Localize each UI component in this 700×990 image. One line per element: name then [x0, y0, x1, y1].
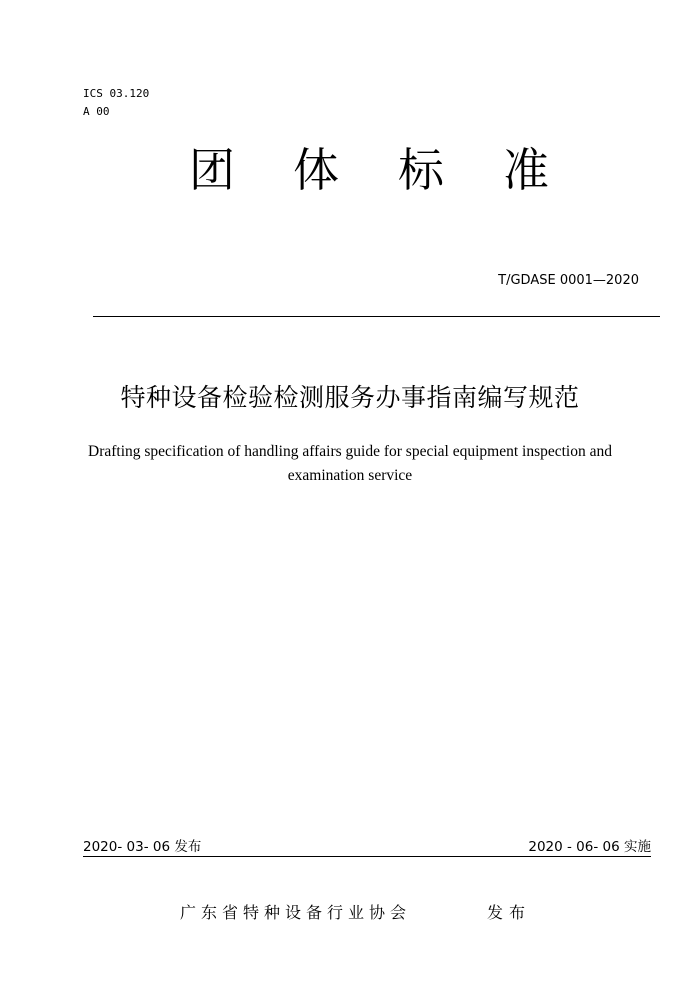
english-title [60, 440, 640, 488]
document-type-char-3: 标 [398, 143, 444, 197]
document-type-char-2: 体 [293, 143, 339, 197]
publisher-name: 广东省特种设备行业协会 [180, 903, 412, 922]
header-divider [93, 316, 660, 317]
ccs-code: A 00 [83, 105, 110, 118]
document-type-char-1: 团 [189, 143, 235, 197]
implementation-date: 2020 - 06- 06 实施 [528, 839, 651, 855]
standard-number: T/GDASE 0001—2020 [498, 273, 639, 288]
footer-divider [83, 856, 651, 857]
english-title-line-1: Drafting specification of handling affairs guide for special equipment inspection and [88, 443, 612, 460]
ics-code: ICS 03.120 [83, 87, 150, 100]
english-title-line-2: examination service [287, 467, 413, 484]
document-type-heading [0, 142, 700, 202]
chinese-title: 特种设备检验检测服务办事指南编写规范 [120, 383, 580, 412]
publish-date: 2020- 03- 06 发布 [83, 839, 202, 855]
publish-label: 发布 [487, 903, 532, 922]
document-type-char-4: 准 [503, 143, 549, 197]
